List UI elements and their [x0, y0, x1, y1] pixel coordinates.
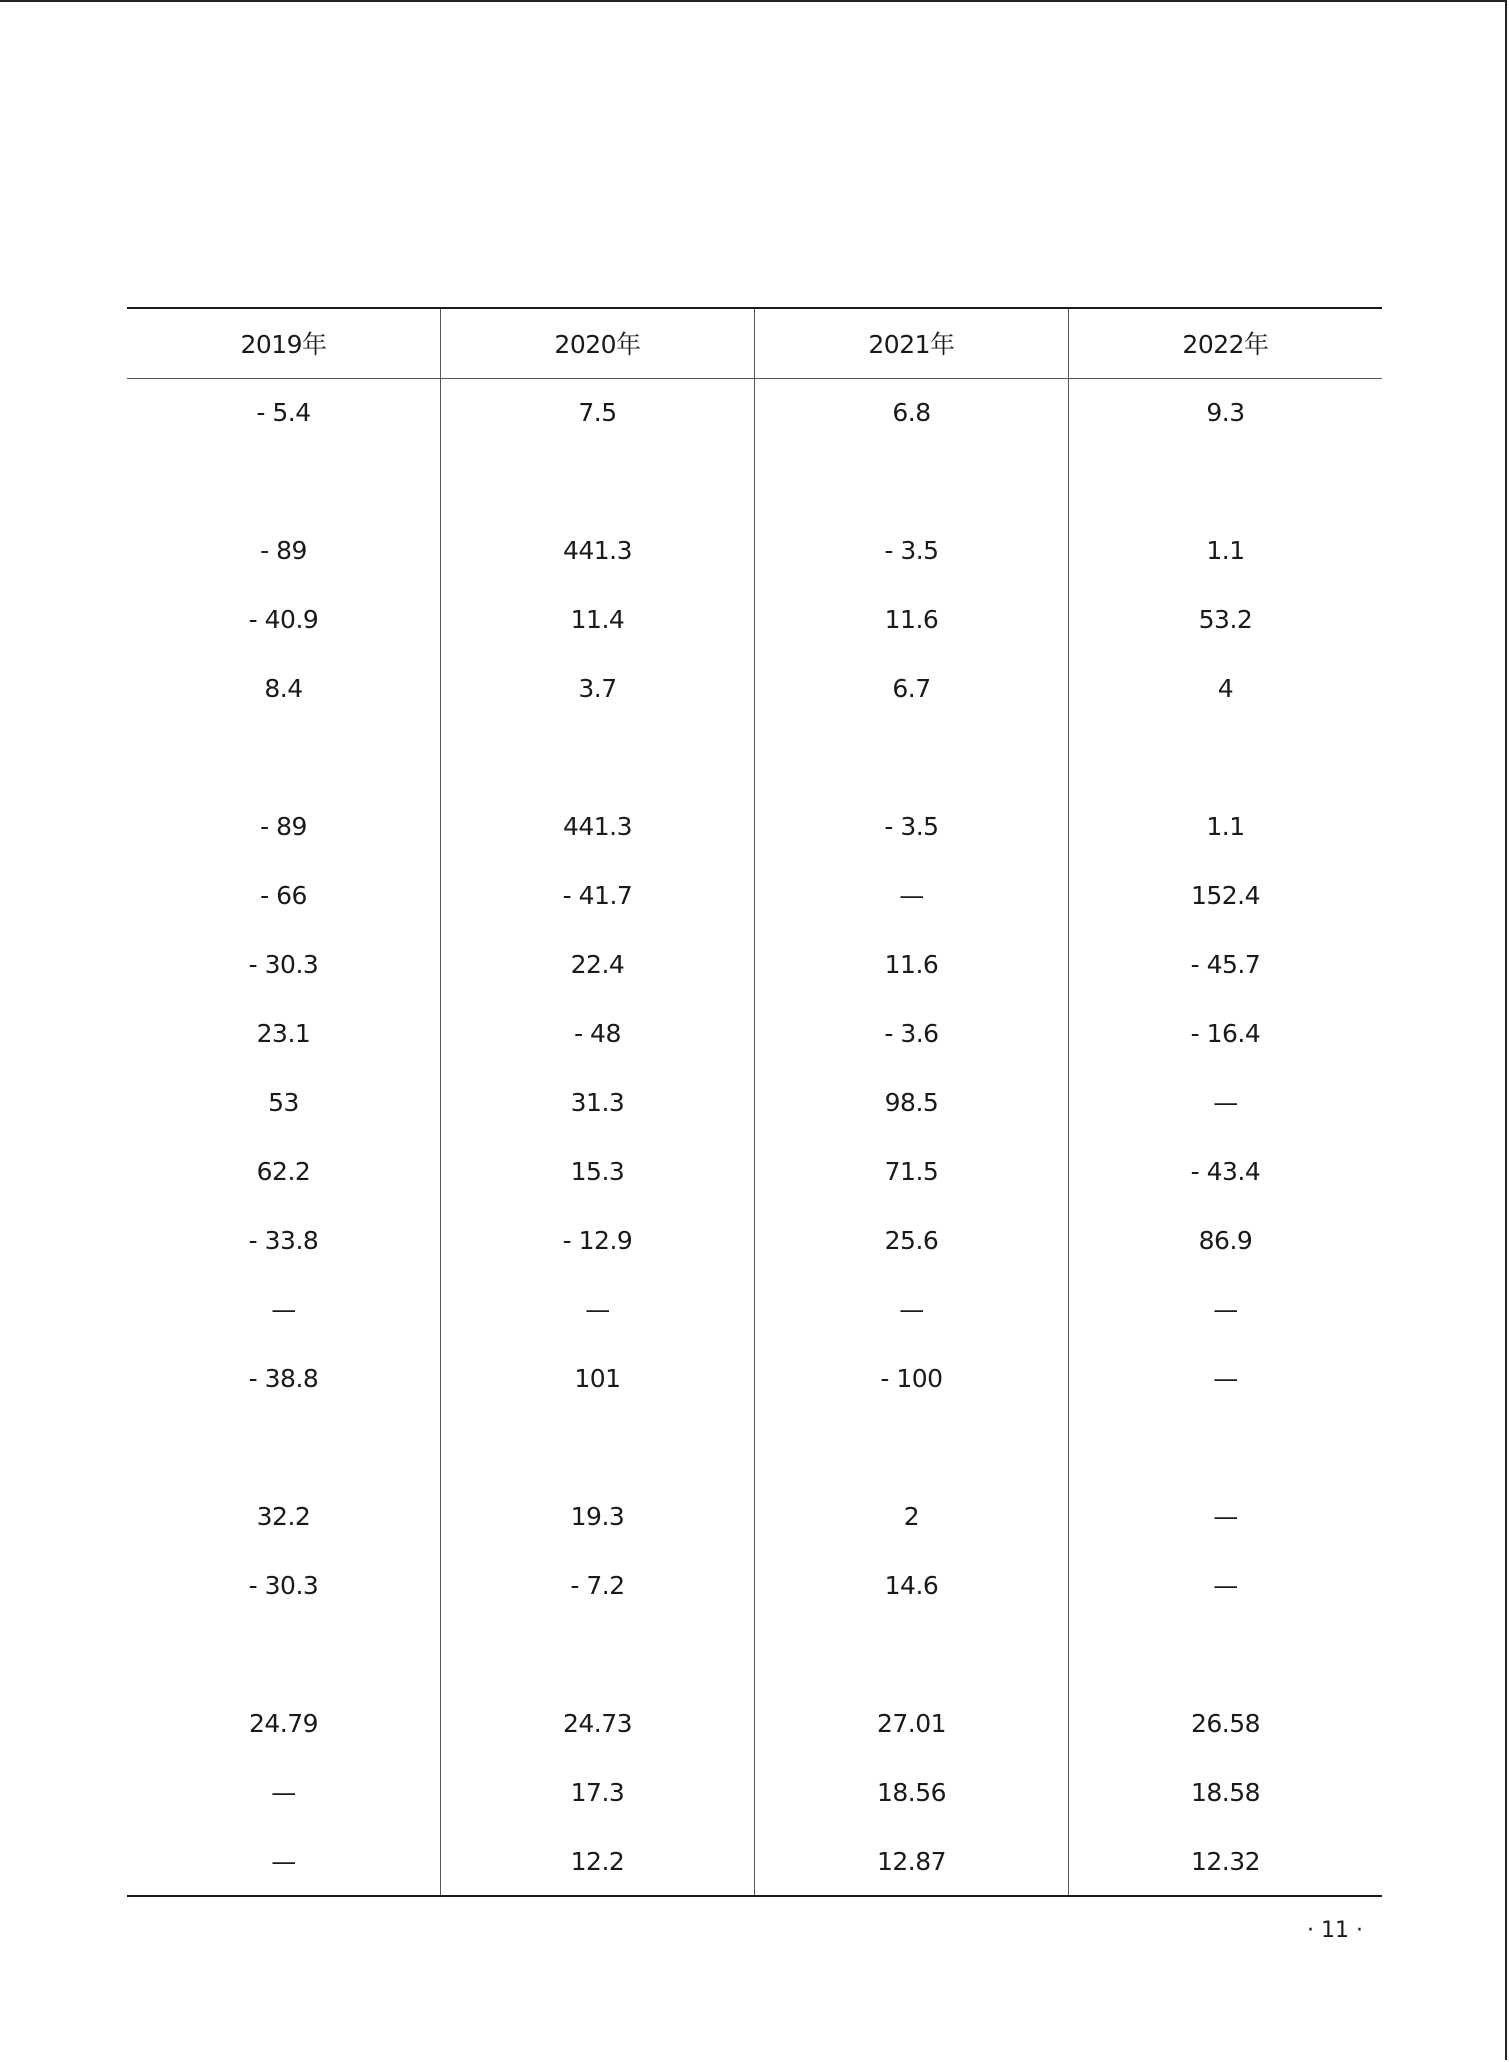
table-cell: —: [127, 1827, 441, 1896]
table-cell: 101: [441, 1344, 755, 1413]
table-cell: 6.7: [754, 654, 1068, 723]
table-row: [127, 792, 1382, 861]
table-cell: 4: [1068, 654, 1382, 723]
table-cell: [1068, 1620, 1382, 1689]
table-row: [127, 1137, 1382, 1206]
table-cell: 8.4: [264, 674, 303, 703]
header-cell-2020: 2020年: [441, 308, 755, 378]
table-cell: 62.2: [256, 1157, 311, 1186]
table-cell: [127, 1413, 441, 1482]
table-cell: 11.4: [441, 585, 755, 654]
table-cell: 17.3: [441, 1758, 755, 1827]
table-row: [127, 378, 1382, 447]
table-cell: 25.6: [754, 1206, 1068, 1275]
table-row: [127, 585, 1382, 654]
table-cell: 19.3: [441, 1482, 755, 1551]
table-cell: 9.3: [1068, 378, 1382, 447]
table-cell: —: [1068, 1551, 1382, 1620]
table-row: [127, 1413, 1382, 1482]
table-cell: - 5.4: [256, 398, 311, 428]
data-table: [127, 307, 1382, 1897]
table-cell: —: [271, 1778, 296, 1807]
table-cell: 15.3: [441, 1137, 755, 1206]
table-cell: - 40.9: [248, 605, 319, 634]
table-cell: 2: [754, 1482, 1068, 1551]
table-cell: 12.87: [754, 1827, 1068, 1896]
table-cell: - 41.7: [441, 861, 755, 930]
table-cell: - 45.7: [1068, 930, 1382, 999]
table-cell: 12.2: [441, 1827, 755, 1896]
table-cell: [127, 1620, 441, 1689]
table-body: [127, 378, 1382, 1896]
table-row: [127, 861, 1382, 930]
table-cell: [441, 1620, 755, 1689]
table-cell: - 7.2: [441, 1551, 755, 1620]
table-cell: —: [1068, 1275, 1382, 1344]
table-cell: —: [1068, 1344, 1382, 1413]
table-cell: 1.1: [1068, 516, 1382, 585]
table-cell: - 48: [441, 999, 755, 1068]
table-row: [127, 1620, 1382, 1689]
table-row: [127, 1482, 1382, 1551]
table-cell: - 100: [754, 1344, 1068, 1413]
table-row: [127, 654, 1382, 723]
table-row: [127, 999, 1382, 1068]
table-row: [127, 1344, 1382, 1413]
table-row: [127, 1827, 1382, 1896]
table-cell: [441, 1413, 755, 1482]
table-cell: 1.1: [1068, 792, 1382, 861]
table-cell: [1068, 723, 1382, 792]
table-cell: - 3.6: [754, 999, 1068, 1068]
table-row: [127, 516, 1382, 585]
table-cell: [1068, 1413, 1382, 1482]
table-cell: 3.7: [441, 654, 755, 723]
table-cell: 11.6: [754, 930, 1068, 999]
header-cell-2022: 2022年: [1068, 308, 1382, 378]
table-cell: - 3.5: [754, 792, 1068, 861]
table-cell: - 30.3: [248, 950, 319, 979]
table-header: [127, 308, 1382, 378]
table-row: [127, 1275, 1382, 1344]
table-cell: 441.3: [441, 792, 755, 861]
table-cell: 22.4: [441, 930, 755, 999]
table-cell: [441, 447, 755, 516]
table-cell: - 89: [260, 812, 307, 841]
table-cell: - 30.3: [248, 1571, 319, 1600]
table-cell: —: [754, 861, 1068, 930]
table-cell: 23.1: [256, 1019, 311, 1048]
table-cell: 12.32: [1068, 1827, 1382, 1896]
table-cell: 18.56: [754, 1758, 1068, 1827]
table-row: [127, 1206, 1382, 1275]
table-cell: 24.79: [248, 1709, 319, 1738]
table-cell: 53: [268, 1088, 299, 1117]
table-cell: —: [271, 1295, 296, 1324]
table-cell: —: [441, 1275, 755, 1344]
table-cell: [127, 723, 441, 792]
table-row: [127, 723, 1382, 792]
table-row: [127, 1068, 1382, 1137]
header-cell-2021: 2021年: [754, 308, 1068, 378]
table-cell: - 16.4: [1068, 999, 1382, 1068]
table-cell: 32.2: [256, 1502, 311, 1531]
table-cell: 441.3: [441, 516, 755, 585]
table-cell: - 43.4: [1068, 1137, 1382, 1206]
table-row: [127, 1689, 1382, 1758]
table-cell: [754, 1413, 1068, 1482]
table-cell: —: [1068, 1482, 1382, 1551]
page-number: · 11 ·: [1307, 1918, 1363, 1943]
table-cell: [127, 447, 441, 516]
table-cell: 53.2: [1068, 585, 1382, 654]
table-cell: - 33.8: [248, 1226, 319, 1255]
table-cell: - 38.8: [248, 1364, 319, 1393]
table-cell: —: [754, 1275, 1068, 1344]
table-cell: 71.5: [754, 1137, 1068, 1206]
table-cell: [754, 1620, 1068, 1689]
table-cell: [1068, 447, 1382, 516]
table-cell: [754, 723, 1068, 792]
table-cell: - 3.5: [754, 516, 1068, 585]
table-cell: 11.6: [754, 585, 1068, 654]
header-row: [127, 308, 1382, 378]
table-cell: [754, 447, 1068, 516]
table-cell: - 12.9: [441, 1206, 755, 1275]
table-cell: —: [1068, 1068, 1382, 1137]
table-cell: [441, 723, 755, 792]
table-cell: 98.5: [754, 1068, 1068, 1137]
table-cell: - 66: [260, 881, 307, 910]
table-cell: 6.8: [754, 378, 1068, 447]
table-cell: 14.6: [754, 1551, 1068, 1620]
table-row: [127, 930, 1382, 999]
table-cell: 7.5: [441, 378, 755, 447]
table-cell: 31.3: [441, 1068, 755, 1137]
table-cell: 86.9: [1068, 1206, 1382, 1275]
table-cell: 27.01: [754, 1689, 1068, 1758]
table-cell: 18.58: [1068, 1758, 1382, 1827]
table-row: [127, 1551, 1382, 1620]
table-row: [127, 447, 1382, 516]
table-cell: - 89: [260, 536, 307, 565]
header-cell-2019: 2019年: [127, 308, 441, 378]
table-cell: 26.58: [1068, 1689, 1382, 1758]
table-row: [127, 1758, 1382, 1827]
table-cell: 24.73: [441, 1689, 755, 1758]
table-cell: 152.4: [1068, 861, 1382, 930]
